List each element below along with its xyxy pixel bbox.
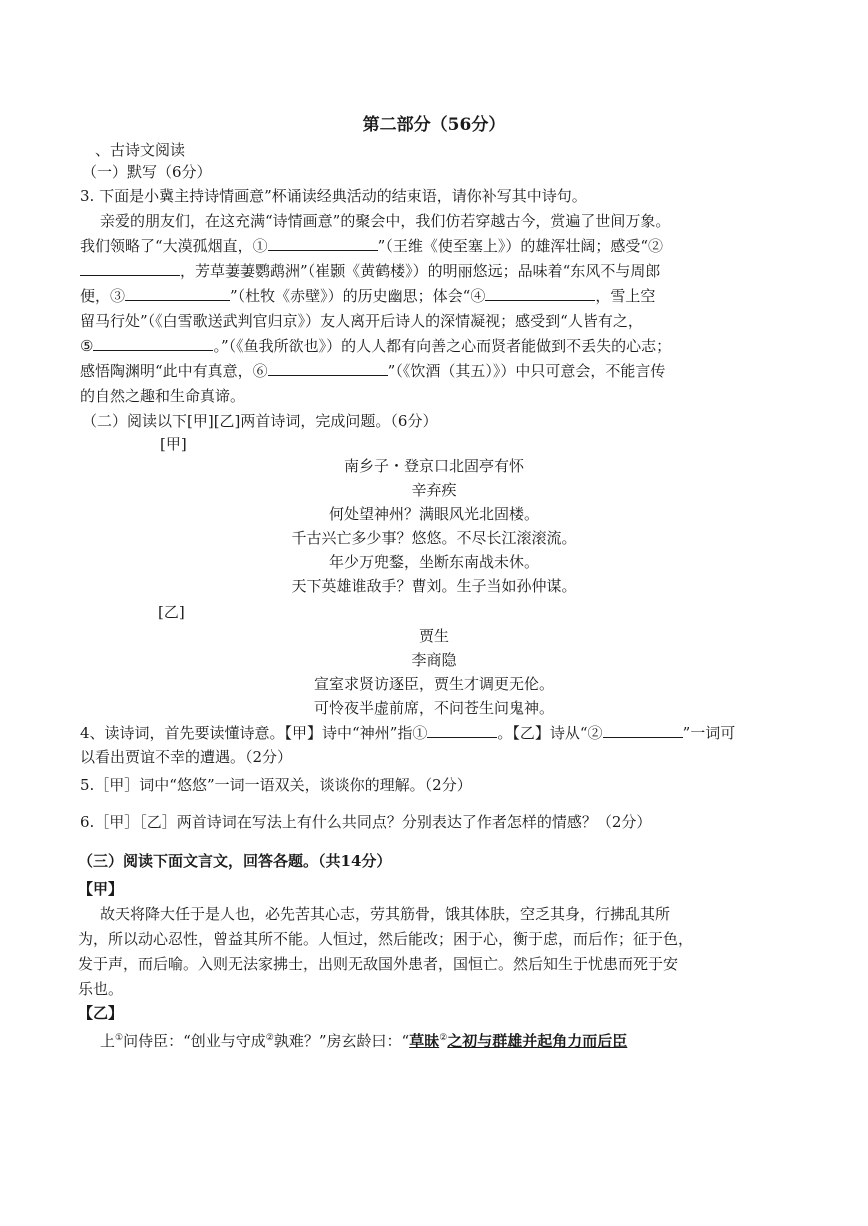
passage-line: 乐也。: [78, 980, 124, 998]
q3-text-line: 亲爱的朋友们，在这充满“诗情画意”的聚会中，我们仿若穿越古今，赏遍了世间万象。: [100, 212, 671, 230]
passage-line: 发于声，而后喻。入则无法家拂士，出则无敌国外患者，国恒亡。然后知生于忧患而死于安: [78, 955, 679, 973]
answer-blank-1[interactable]: [268, 236, 378, 251]
poem-mark-yi: [乙]: [158, 603, 185, 621]
poem-title-jia: 南乡子・登京口北固亭有怀: [343, 457, 524, 475]
q3-text: ”（王维《使至塞上》）的雄浑壮阔；感受“②: [377, 237, 664, 255]
question-4-cont: 以看出贾谊不幸的遭遇。（2分）: [80, 748, 293, 766]
q3-text: ，芳草萋萋鹦鹉洲”（崔颢《黄鹤楼》）的明丽悠远；品味着“东风不与周郎: [180, 262, 661, 280]
subsection-poems: （二）阅读以下[甲][乙]两首诗词，完成问题。（6分）: [82, 412, 438, 430]
answer-blank-q4-1[interactable]: [427, 723, 497, 738]
footnote-marker: ②: [265, 1033, 274, 1043]
q3-text: ，雪上空: [595, 287, 656, 305]
section-heading: 、古诗文阅读: [95, 141, 186, 159]
underlined-text: 之初与群雄并起角力而后臣: [447, 1032, 628, 1050]
q4-text: 。【乙】诗从“②: [497, 724, 603, 742]
poem-line: 何处望神州？满眼风光北固楼。: [328, 505, 539, 523]
answer-blank-3[interactable]: [125, 286, 230, 301]
footnote-marker: ②: [439, 1033, 448, 1043]
question-3-prompt: 3. 下面是小冀主持诗情画意”杯诵读经典活动的结束语，请你补写其中诗句。: [80, 187, 587, 205]
poem-line: 宣室求贤访逐臣，贾生才调更无伦。: [313, 675, 554, 693]
q3-text-line: [80, 286, 655, 306]
q3-text: ⑤: [80, 337, 94, 355]
q3-text: 。”（《鱼我所欲也》）的人人都有向善之心而贤者能做到不丢失的心志；: [213, 337, 672, 355]
answer-blank-6[interactable]: [268, 361, 388, 376]
passage-text: 问侍臣：“创业与守成: [123, 1032, 266, 1050]
answer-blank-q4-2[interactable]: [603, 723, 683, 738]
q3-text: ”（杜牧《赤壁》）的历史幽思；体会“④: [230, 287, 486, 305]
question-4: [80, 723, 735, 743]
footnote-marker: ①: [115, 1033, 124, 1043]
q3-text: ”（《饮酒（其五）》）中只可意会，不能言传: [387, 362, 666, 380]
poem-line: 年少万兜鍪，坐断东南战未休。: [328, 553, 539, 571]
poem-title-yi: 贾生: [418, 627, 449, 645]
passage-line: 故天将降大任于是人也，必先苦其心志，劳其筋骨，饿其体肤，空乏其身，行拂乱其所: [100, 905, 671, 923]
underlined-text: 草昧: [409, 1032, 440, 1050]
q4-text: ”一词可: [682, 724, 736, 742]
q3-text-line: [80, 336, 671, 356]
q3-text: 便，③: [80, 287, 126, 305]
question-6: 6.［甲］［乙］两首诗词在写法上有什么共同点？分别表达了作者怎样的情感？（2分）: [80, 813, 652, 831]
question-5: 5.［甲］词中“悠悠”一词一语双关，谈谈你的理解。（2分）: [80, 776, 472, 794]
q4-text: 4、读诗词，首先要读懂诗意。【甲】诗中“神州”指①: [80, 724, 428, 742]
answer-blank-2[interactable]: [80, 261, 180, 276]
passage-text: 上: [100, 1032, 116, 1050]
q3-text-line: 留马行处”（《白雪歌送武判官归京》）友人离开后诗人的深情凝视；感受到“人皆有之，: [80, 312, 643, 330]
poem-author-yi: 李商隐: [411, 651, 457, 669]
subsection-dictation: （一）默写（6分）: [82, 163, 212, 181]
poem-line: 千古兴亡多少事？悠悠。不尽长江滚滚流。: [291, 529, 577, 547]
passage-text: 孰难？”房玄龄曰：“: [273, 1032, 410, 1050]
section-three-heading: （三）阅读下面文言文，回答各题。（共14分）: [78, 852, 392, 870]
poem-mark-jia: [甲]: [160, 435, 187, 453]
passage-line: [100, 1028, 627, 1051]
q3-text-line: [80, 261, 660, 281]
answer-blank-5[interactable]: [93, 336, 213, 351]
answer-blank-4[interactable]: [485, 286, 595, 301]
q3-text: 我们领略了“大漠孤烟直，①: [80, 237, 268, 255]
q3-text-line: [80, 361, 665, 381]
passage-line: 为，所以动心忍性，曾益其所不能。人恒过，然后能改；困于心，衡于虑，而后作；征于色，: [78, 930, 694, 948]
passage-mark-yi: 【乙】: [78, 1004, 124, 1022]
q3-text-line: 的自然之趣和生命真谛。: [80, 387, 246, 405]
poem-line: 天下英雄谁敌手？曹刘。生子当如孙仲谋。: [291, 577, 577, 595]
part-title: 第二部分（56分）: [362, 115, 506, 135]
poem-author-jia: 辛弃疾: [411, 481, 457, 499]
q3-text-line: [80, 236, 663, 256]
poem-line: 可怜夜半虚前席，不问苍生问鬼神。: [313, 699, 554, 717]
q3-text: 感悟陶渊明“此中有真意，⑥: [80, 362, 268, 380]
passage-mark-jia: 【甲】: [78, 880, 124, 898]
